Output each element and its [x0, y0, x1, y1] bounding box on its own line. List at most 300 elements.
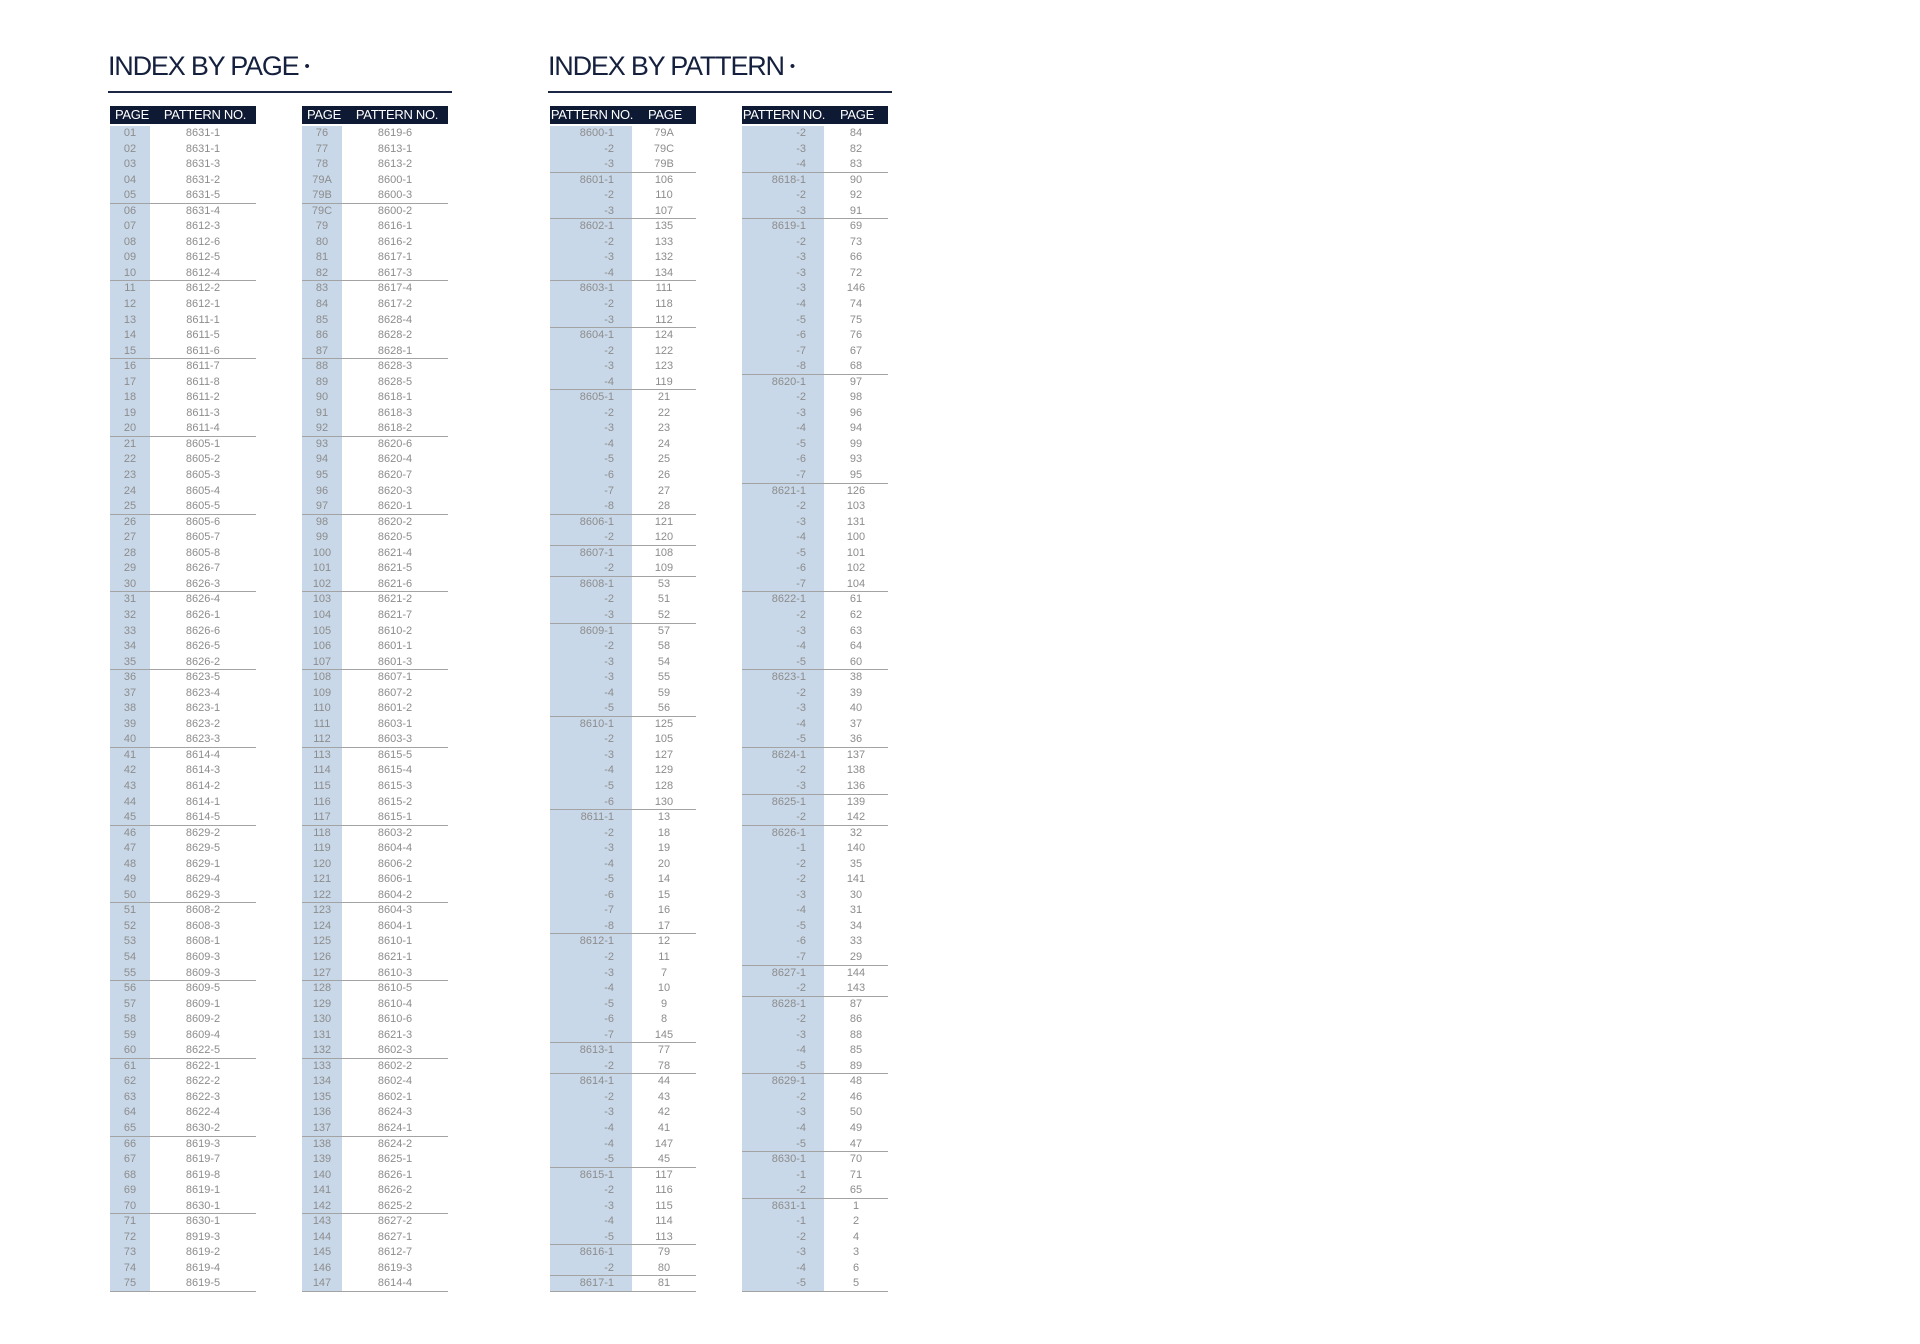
page-cell: 43 — [657, 1090, 671, 1103]
pattern-no-cell: 8609-3 — [185, 950, 221, 963]
pattern-no-cell: 8623-4 — [185, 686, 221, 699]
pattern-no-cell: -3 — [796, 406, 806, 419]
page-cell: 65 — [123, 1122, 137, 1134]
table-row — [742, 406, 888, 422]
pattern-no-cell: -4 — [604, 857, 614, 870]
page-cell: 13 — [123, 313, 137, 326]
table-row — [550, 810, 696, 826]
pattern-no-cell: 8616-1 — [579, 1246, 614, 1259]
pattern-no-cell: 8601-2 — [377, 702, 413, 715]
page-cell: 97 — [315, 500, 329, 513]
pattern-no-cell: -4 — [796, 717, 806, 730]
table-row — [742, 344, 888, 360]
table-row — [550, 297, 696, 313]
table-row — [742, 670, 888, 686]
table-row — [110, 452, 256, 468]
page-cell: 53 — [123, 935, 137, 948]
page-cell: 113 — [655, 1230, 673, 1243]
page-cell: 106 — [312, 640, 332, 653]
table-row — [742, 1261, 888, 1277]
pattern-no-cell: 8611-8 — [186, 375, 220, 388]
table-row — [302, 437, 448, 453]
table-row — [550, 795, 696, 811]
table-row — [302, 701, 448, 717]
table-row — [110, 1121, 256, 1137]
table-row — [110, 826, 256, 842]
pattern-no-cell: -2 — [796, 189, 806, 202]
table-row — [742, 375, 888, 391]
page-cell: 111 — [313, 717, 331, 730]
page-cell: 126 — [312, 950, 332, 963]
table-row — [550, 452, 696, 468]
table-row — [302, 1214, 448, 1230]
pattern-no-cell: -2 — [796, 1184, 806, 1197]
page-cell: 76 — [315, 127, 329, 139]
pattern-no-cell: -4 — [604, 437, 614, 450]
table-row — [742, 841, 888, 857]
page-cell: 79A — [654, 127, 674, 139]
title-bullet: • — [789, 58, 794, 75]
table-row — [110, 499, 256, 515]
pattern-no-cell: 8620-7 — [377, 469, 413, 482]
pattern-no-cell: 8610-3 — [377, 966, 413, 979]
table-row — [110, 1043, 256, 1059]
table-row — [742, 484, 888, 500]
table-row — [302, 313, 448, 329]
pattern-no-cell: -2 — [604, 593, 614, 606]
table-row — [550, 1043, 696, 1059]
pattern-no-cell: -2 — [796, 811, 806, 824]
title-rule — [548, 91, 892, 93]
page-cell: 52 — [657, 608, 671, 621]
page-cell: 78 — [315, 158, 329, 171]
pattern-no-cell: 8602-4 — [377, 1075, 413, 1088]
pattern-no-cell: -7 — [796, 344, 806, 357]
table-row — [302, 686, 448, 702]
pattern-no-cell: 8602-2 — [377, 1059, 413, 1072]
pattern-no-cell: -7 — [604, 484, 614, 497]
page-cell: 118 — [313, 826, 331, 839]
table-row — [550, 421, 696, 437]
page-cell: 114 — [313, 764, 331, 777]
table-header — [550, 106, 696, 124]
page-cell: 79C — [653, 142, 675, 155]
pattern-no-cell: 8604-4 — [377, 842, 413, 855]
pattern-no-cell: -4 — [796, 158, 806, 171]
table-row — [742, 608, 888, 624]
table-row — [550, 903, 696, 919]
pattern-no-cell: 8602-1 — [579, 220, 614, 233]
table-row — [302, 266, 448, 282]
pattern-no-cell: 8615-4 — [377, 764, 413, 777]
page-cell: 124 — [654, 329, 674, 342]
pattern-no-cell: -4 — [604, 686, 614, 699]
page-cell: 23 — [657, 422, 671, 435]
pattern-no-cell: -3 — [604, 655, 614, 668]
page-cell: 133 — [654, 235, 674, 248]
pattern-no-cell: 8607-1 — [377, 671, 413, 684]
table-row — [302, 997, 448, 1013]
page-cell: 132 — [654, 251, 674, 264]
table-row — [110, 1245, 256, 1261]
page-cell: 92 — [849, 189, 863, 202]
page-cell: 79B — [654, 158, 674, 171]
table-row — [742, 437, 888, 453]
page-cell: 10 — [123, 266, 137, 279]
table-row — [550, 266, 696, 282]
pattern-no-cell: 8610-2 — [377, 624, 413, 637]
table-row — [742, 188, 888, 204]
page-cell: 46 — [123, 826, 137, 839]
table-row — [302, 841, 448, 857]
pattern-no-cell: 8609-2 — [185, 1013, 221, 1026]
pattern-no-cell: 8610-6 — [377, 1013, 413, 1026]
table-row — [550, 484, 696, 500]
page-cell: 12 — [657, 935, 671, 948]
pattern-no-cell: 8603-1 — [579, 282, 614, 295]
page-cell: 83 — [849, 158, 863, 171]
table-row — [550, 779, 696, 795]
table-row — [742, 748, 888, 764]
pattern-no-cell: -4 — [604, 1215, 614, 1228]
table-row — [742, 1230, 888, 1246]
table-row — [302, 732, 448, 748]
table-row — [110, 219, 256, 235]
pattern-no-cell: -2 — [604, 1090, 614, 1103]
pattern-no-cell: 8608-2 — [185, 904, 221, 917]
table-row — [742, 686, 888, 702]
page-cell: 120 — [654, 531, 674, 544]
pattern-no-cell: 8619-1 — [771, 220, 806, 233]
pattern-no-cell: 8605-4 — [185, 484, 221, 497]
table-row — [110, 577, 256, 593]
page-cell: 98 — [849, 391, 863, 404]
table-row — [110, 188, 256, 204]
table-row — [742, 1121, 888, 1137]
page-cell: 100 — [846, 531, 866, 544]
pattern-no-cell: 8618-1 — [771, 173, 806, 186]
pattern-no-cell: -3 — [604, 842, 614, 855]
pattern-no-cell: -2 — [604, 235, 614, 248]
page-cell: 107 — [312, 655, 332, 668]
table-row — [550, 732, 696, 748]
pattern-no-cell: 8614-2 — [185, 779, 221, 792]
page-cell: 67 — [849, 344, 863, 357]
table-row — [110, 717, 256, 733]
page-cell: 44 — [657, 1075, 671, 1088]
table-row — [742, 1012, 888, 1028]
table-row — [302, 142, 448, 158]
pattern-no-cell: 8609-1 — [579, 624, 614, 637]
title-rule — [108, 91, 452, 93]
table-row — [110, 888, 256, 904]
table-row — [550, 592, 696, 608]
table-row — [550, 344, 696, 360]
table-row — [550, 981, 696, 997]
table-row — [550, 639, 696, 655]
table-row — [110, 328, 256, 344]
table-row — [302, 1261, 448, 1277]
table-row — [110, 1012, 256, 1028]
page-cell: 116 — [655, 1184, 673, 1197]
page-cell: 15 — [657, 888, 671, 901]
pattern-no-cell: 8631-4 — [185, 204, 221, 217]
table-row — [302, 499, 448, 515]
table-row — [302, 795, 448, 811]
pattern-no-cell: 8631-3 — [185, 158, 221, 171]
pattern-no-cell: 8614-1 — [579, 1075, 614, 1088]
page-cell: 19 — [123, 406, 137, 419]
table-row — [742, 1183, 888, 1199]
table-row — [742, 1105, 888, 1121]
pattern-no-cell: -2 — [796, 1090, 806, 1103]
page-cell: 122 — [312, 888, 332, 901]
table-row — [550, 390, 696, 406]
page-cell: 138 — [312, 1137, 332, 1150]
page-cell: 71 — [849, 1168, 863, 1181]
page-cell: 28 — [657, 500, 671, 513]
page-cell: 02 — [123, 142, 137, 155]
pattern-no-cell: -6 — [796, 935, 806, 948]
pattern-no-cell: -7 — [796, 469, 806, 482]
pattern-no-cell: 8624-3 — [377, 1106, 413, 1119]
page-cell: 50 — [123, 888, 137, 901]
pattern-no-cell: 8624-1 — [771, 748, 806, 761]
table-row — [110, 1028, 256, 1044]
pattern-no-cell: -8 — [796, 360, 806, 373]
pattern-no-cell: 8611-2 — [186, 391, 220, 404]
table-row — [110, 297, 256, 313]
page-cell: 08 — [123, 235, 137, 248]
page-cell: 85 — [849, 1044, 863, 1057]
table-row — [302, 639, 448, 655]
page-cell: 142 — [846, 811, 866, 824]
pattern-no-cell: 8617-2 — [377, 298, 413, 311]
table-row — [742, 763, 888, 779]
page-cell: 97 — [849, 375, 863, 388]
table-row — [550, 717, 696, 733]
page-cell: 129 — [654, 764, 674, 777]
pattern-no-cell: 8612-3 — [185, 220, 221, 233]
page-cell: 43 — [123, 779, 137, 792]
pattern-no-cell: 8609-1 — [185, 997, 221, 1010]
table-row — [302, 484, 448, 500]
page-cell: 22 — [657, 406, 671, 419]
table-row — [550, 686, 696, 702]
page-cell: 34 — [849, 919, 863, 932]
table-row — [110, 281, 256, 297]
pattern-no-cell: -3 — [604, 313, 614, 326]
table-row — [742, 624, 888, 640]
table-row — [550, 250, 696, 266]
pattern-no-cell: -4 — [796, 422, 806, 435]
table-row — [550, 701, 696, 717]
table-row — [550, 1059, 696, 1075]
page-cell: 120 — [312, 857, 332, 870]
pattern-no-cell: 8611-7 — [186, 360, 220, 373]
table-row — [302, 173, 448, 189]
page-cell: 88 — [849, 1028, 863, 1041]
page-cell: 93 — [315, 437, 329, 450]
table-row — [742, 328, 888, 344]
table-row — [302, 1199, 448, 1215]
page-cell: 17 — [123, 375, 137, 388]
pattern-no-cell: -3 — [796, 1028, 806, 1041]
header-pattern-no: PATTERN NO. — [355, 107, 439, 122]
table-row — [742, 592, 888, 608]
table-row — [302, 950, 448, 966]
page-cell: 36 — [123, 671, 137, 684]
page-cell: 109 — [654, 562, 674, 575]
table-row — [742, 1152, 888, 1168]
pattern-no-cell: 8613-1 — [579, 1044, 614, 1057]
pattern-no-cell: 8625-1 — [377, 1153, 413, 1166]
page-cell: 41 — [657, 1122, 671, 1134]
pattern-no-cell: -3 — [604, 158, 614, 171]
pattern-no-cell: -5 — [796, 1137, 806, 1150]
page-cell: 76 — [849, 329, 863, 342]
table-row — [742, 919, 888, 935]
table-row — [110, 437, 256, 453]
table-row — [110, 981, 256, 997]
pattern-no-cell: 8622-1 — [771, 593, 806, 606]
table-row — [550, 530, 696, 546]
page-cell: 29 — [123, 562, 137, 575]
page-cell: 144 — [312, 1230, 332, 1243]
table-row — [110, 872, 256, 888]
table-row — [550, 1245, 696, 1261]
table-row — [742, 235, 888, 251]
table-row — [110, 1152, 256, 1168]
page-cell: 125 — [312, 935, 332, 948]
page-cell: 58 — [123, 1013, 137, 1026]
pattern-no-cell: -1 — [796, 842, 806, 855]
table-row — [110, 779, 256, 795]
page-cell: 77 — [315, 142, 329, 155]
table-row — [302, 1074, 448, 1090]
pattern-no-cell: 8605-6 — [185, 515, 221, 528]
table-row — [302, 966, 448, 982]
page-cell: 63 — [123, 1090, 137, 1103]
pattern-no-cell: 8630-1 — [771, 1153, 806, 1166]
pattern-no-cell: 8631-5 — [185, 189, 221, 202]
table-row — [302, 1276, 448, 1292]
pattern-no-cell: 8615-3 — [377, 779, 413, 792]
pattern-no-cell: 8614-4 — [185, 748, 221, 761]
pattern-no-cell: 8610-1 — [579, 717, 614, 730]
pattern-no-cell: 8611-1 — [580, 811, 614, 824]
page-cell: 58 — [657, 640, 671, 653]
pattern-no-cell: 8619-6 — [377, 127, 413, 139]
pattern-no-cell: -4 — [796, 904, 806, 917]
page-cell: 30 — [123, 577, 137, 590]
page-cell: 116 — [313, 795, 331, 808]
page-cell: 56 — [657, 702, 671, 715]
pattern-no-cell: 8628-2 — [377, 329, 413, 342]
pattern-no-cell: 8605-1 — [185, 437, 221, 450]
pattern-no-cell: 8621-1 — [377, 950, 413, 963]
pattern-no-cell: -3 — [796, 251, 806, 264]
page-cell: 61 — [849, 593, 863, 606]
pattern-no-cell: -2 — [796, 873, 806, 886]
page-cell: 108 — [654, 546, 674, 559]
pattern-no-cell: 8615-2 — [377, 795, 413, 808]
pattern-no-cell: -2 — [604, 640, 614, 653]
table-row — [742, 266, 888, 282]
pattern-no-cell: -3 — [604, 251, 614, 264]
table-row — [110, 1276, 256, 1292]
table-row — [550, 950, 696, 966]
table-row — [302, 1059, 448, 1075]
page-cell: 5 — [852, 1277, 860, 1290]
pattern-no-cell: -5 — [604, 873, 614, 886]
page-cell: 91 — [315, 406, 329, 419]
page-cell: 102 — [846, 562, 866, 575]
page-cell: 78 — [657, 1059, 671, 1072]
page-cell: 87 — [315, 344, 329, 357]
page-cell: 86 — [315, 329, 329, 342]
page-cell: 123 — [654, 360, 674, 373]
pattern-no-cell: 8619-2 — [185, 1246, 221, 1259]
pattern-no-cell: 8629-3 — [185, 888, 221, 901]
pattern-no-cell: -2 — [604, 406, 614, 419]
pattern-no-cell: 8622-3 — [185, 1090, 221, 1103]
table-row — [110, 655, 256, 671]
table-row — [742, 499, 888, 515]
table-row — [110, 748, 256, 764]
pattern-no-cell: 8621-6 — [377, 577, 413, 590]
table-row — [302, 561, 448, 577]
pattern-no-cell: -5 — [796, 1277, 806, 1290]
table-row — [302, 468, 448, 484]
table-row — [110, 546, 256, 562]
page-cell: 06 — [123, 204, 137, 217]
page-cell: 69 — [849, 220, 863, 233]
table-row — [110, 1214, 256, 1230]
table-row — [302, 748, 448, 764]
pattern-no-cell: -3 — [604, 1199, 614, 1212]
page-cell: 48 — [849, 1075, 863, 1088]
page-cell: 68 — [849, 360, 863, 373]
table-row — [742, 157, 888, 173]
page-cell: 05 — [123, 189, 137, 202]
page-cell: 54 — [657, 655, 671, 668]
table-row — [302, 655, 448, 671]
page-cell: 95 — [315, 469, 329, 482]
pattern-no-cell: 8628-3 — [377, 360, 413, 373]
page-cell: 90 — [315, 391, 329, 404]
page-cell: 80 — [657, 1261, 671, 1274]
pattern-no-cell: 8619-3 — [377, 1261, 413, 1274]
pattern-no-cell: -4 — [796, 298, 806, 311]
pattern-no-cell: 8614-1 — [185, 795, 221, 808]
pattern-no-cell: 8611-6 — [186, 344, 220, 357]
page-cell: 140 — [312, 1168, 332, 1181]
page-cell: 40 — [849, 702, 863, 715]
table-row — [550, 173, 696, 189]
pattern-no-cell: -2 — [796, 500, 806, 513]
table-row — [742, 903, 888, 919]
pattern-no-cell: 8628-5 — [377, 375, 413, 388]
table-row — [110, 857, 256, 873]
table-row — [110, 1105, 256, 1121]
pattern-no-cell: -2 — [604, 189, 614, 202]
table-row — [302, 1090, 448, 1106]
table-body — [302, 126, 448, 1292]
page-cell: 103 — [312, 593, 332, 606]
table-row — [110, 235, 256, 251]
page-cell: 57 — [123, 997, 137, 1010]
